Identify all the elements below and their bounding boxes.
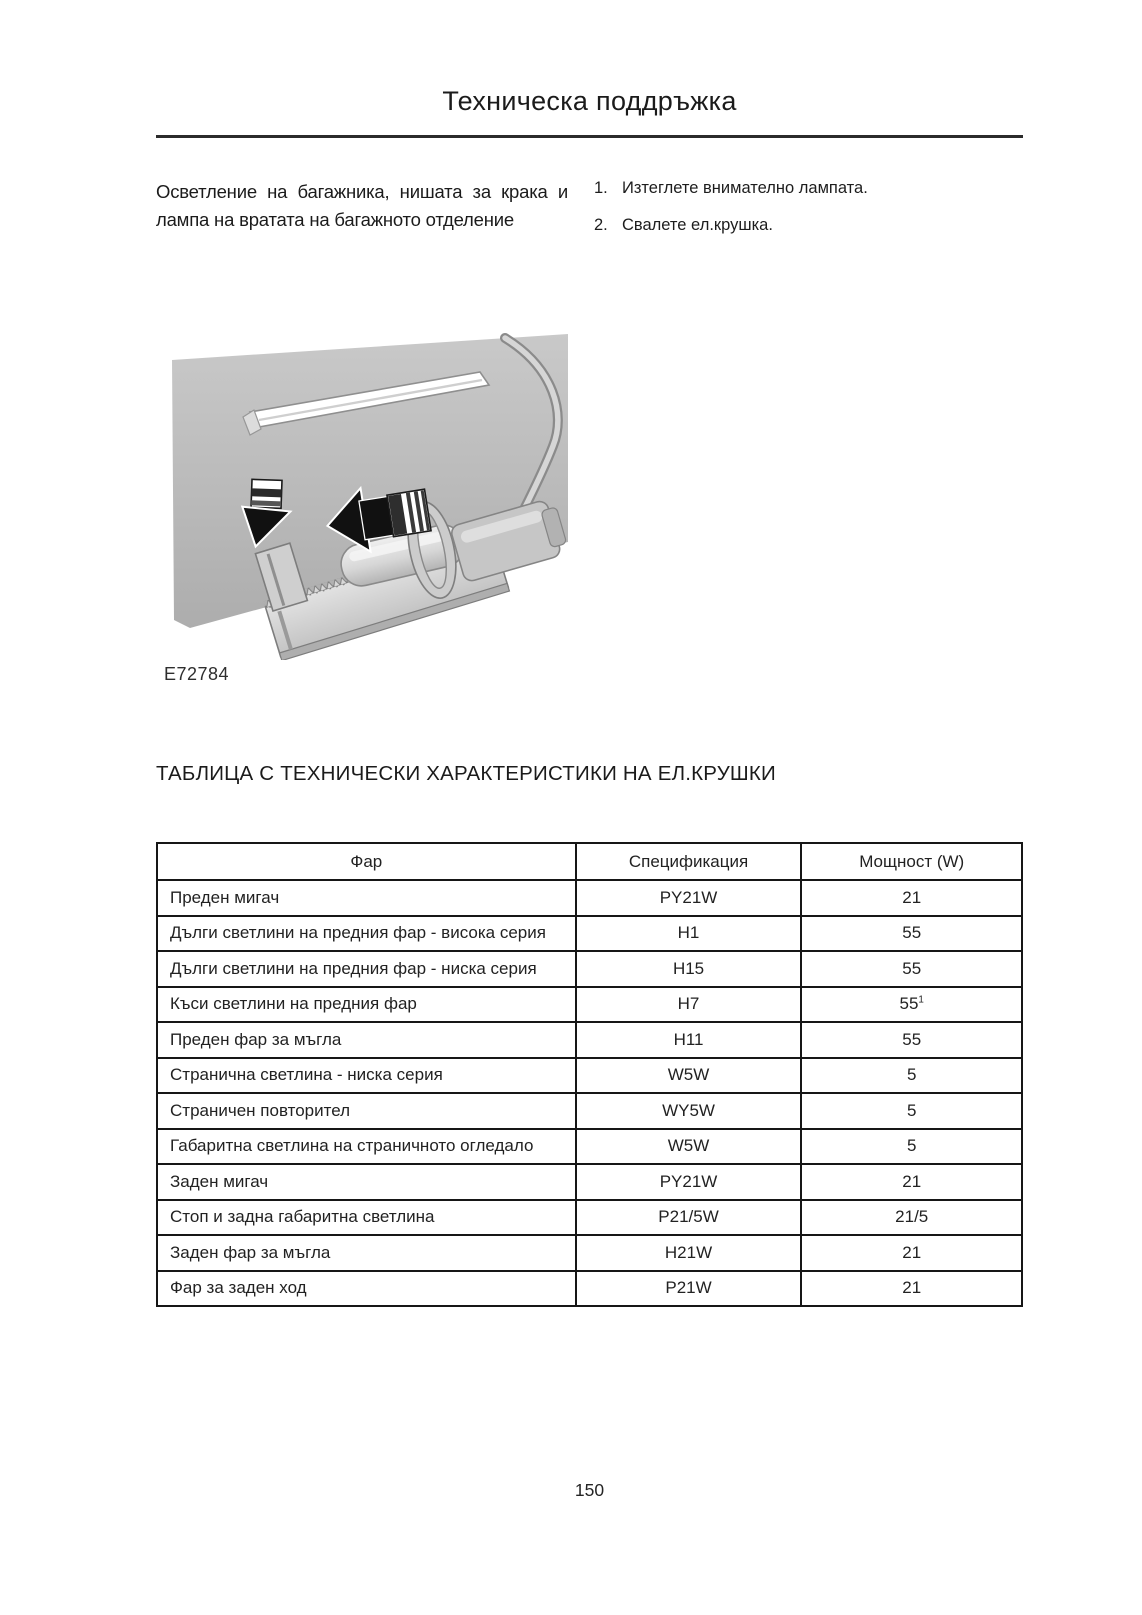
table-row (157, 1093, 1022, 1129)
bulb-table-section-title: ТАБЛИЦА С ТЕХНИЧЕСКИ ХАРАКТЕРИСТИКИ НА ЕЛ.КРУШКИ (156, 762, 776, 785)
power-value: 5 (906, 1136, 917, 1156)
cell-lamp-name: Заден мигач (157, 1164, 576, 1200)
power-value: 21/5 (895, 1207, 929, 1227)
cell-power (801, 951, 1022, 987)
cell-spec: P21W (576, 1271, 802, 1307)
power-value: 21 (902, 1242, 922, 1262)
table-row (157, 951, 1022, 987)
figure-lamp-removal (164, 328, 570, 685)
intro-heading: Осветление на багажника, нишата за крака и лампа на вратата на багажното отделение (156, 181, 568, 230)
cell-lamp-name: Дълги светлини на предния фар - висока серия (157, 916, 576, 952)
table-row (157, 987, 1022, 1023)
table-row (157, 1235, 1022, 1271)
cell-spec: PY21W (576, 1164, 802, 1200)
table-row (157, 880, 1022, 916)
column-header-lamp: Фар (157, 843, 576, 880)
cell-power (801, 916, 1022, 952)
cell-lamp-name: Къси светлини на предния фар (157, 987, 576, 1023)
step-number: 2. (594, 216, 608, 234)
power-value: 55 (902, 923, 922, 943)
page-title: Техническа поддръжка (442, 86, 737, 116)
cell-lamp-name: Габаритна светлина на страничното огледало (157, 1129, 576, 1165)
cell-power (801, 987, 1022, 1023)
cell-spec: H15 (576, 951, 802, 987)
cell-lamp-name: Странична светлина - ниска серия (157, 1058, 576, 1094)
table-row (157, 916, 1022, 952)
cell-spec: H11 (576, 1022, 802, 1058)
column-header-spec: Спецификация (576, 843, 802, 880)
lamp-illustration (164, 328, 570, 660)
table-row (157, 1022, 1022, 1058)
cell-power (801, 1022, 1022, 1058)
cell-lamp-name: Стоп и задна габаритна светлина (157, 1200, 576, 1236)
power-value: 55 (902, 1029, 922, 1049)
step-text: Свалете ел.крушка. (622, 216, 773, 234)
list-item (594, 178, 1023, 199)
cell-lamp-name: Страничен повторител (157, 1093, 576, 1129)
power-footnote-mark: 1 (918, 994, 924, 1006)
cell-power (801, 880, 1022, 916)
cell-power (801, 1200, 1022, 1236)
cell-spec: P21/5W (576, 1200, 802, 1236)
power-value: 21 (902, 887, 922, 907)
figure-label: E72784 (164, 664, 230, 684)
table-body (157, 880, 1022, 1306)
column-header-power: Мощност (W) (801, 843, 1022, 880)
cell-lamp-name: Дълги светлини на предния фар - ниска серия (157, 951, 576, 987)
cell-power (801, 1129, 1022, 1165)
power-value: 55 (899, 994, 919, 1014)
cell-spec: H7 (576, 987, 802, 1023)
power-value: 55 (902, 958, 922, 978)
cell-lamp-name: Заден фар за мъгла (157, 1235, 576, 1271)
cell-spec: W5W (576, 1129, 802, 1165)
table-row (157, 1058, 1022, 1094)
cell-lamp-name: Преден фар за мъгла (157, 1022, 576, 1058)
list-item (594, 215, 1023, 236)
power-value: 21 (902, 1171, 922, 1191)
table-row (157, 1200, 1022, 1236)
intro-section (156, 178, 1023, 252)
power-value: 5 (906, 1100, 917, 1120)
step-number: 1. (594, 179, 608, 197)
table-row (157, 1271, 1022, 1307)
table-header-row (157, 843, 1022, 880)
steps-list (594, 178, 1023, 252)
cell-power (801, 1093, 1022, 1129)
cell-lamp-name: Преден мигач (157, 880, 576, 916)
title-divider (156, 135, 1023, 138)
power-value: 5 (906, 1065, 917, 1085)
cell-lamp-name: Фар за заден ход (157, 1271, 576, 1307)
step-text: Изтеглете внимателно лампата. (622, 179, 868, 197)
bulb-spec-table (156, 842, 1023, 1307)
cell-power (801, 1164, 1022, 1200)
table-row (157, 1164, 1022, 1200)
page-number: 150 (574, 1480, 605, 1500)
table-row (157, 1129, 1022, 1165)
power-value: 21 (902, 1278, 922, 1298)
cell-power (801, 1235, 1022, 1271)
cell-power (801, 1271, 1022, 1307)
cell-spec: H1 (576, 916, 802, 952)
cell-spec: W5W (576, 1058, 802, 1094)
cell-spec: WY5W (576, 1093, 802, 1129)
cell-spec: PY21W (576, 880, 802, 916)
cell-spec: H21W (576, 1235, 802, 1271)
cell-power (801, 1058, 1022, 1094)
